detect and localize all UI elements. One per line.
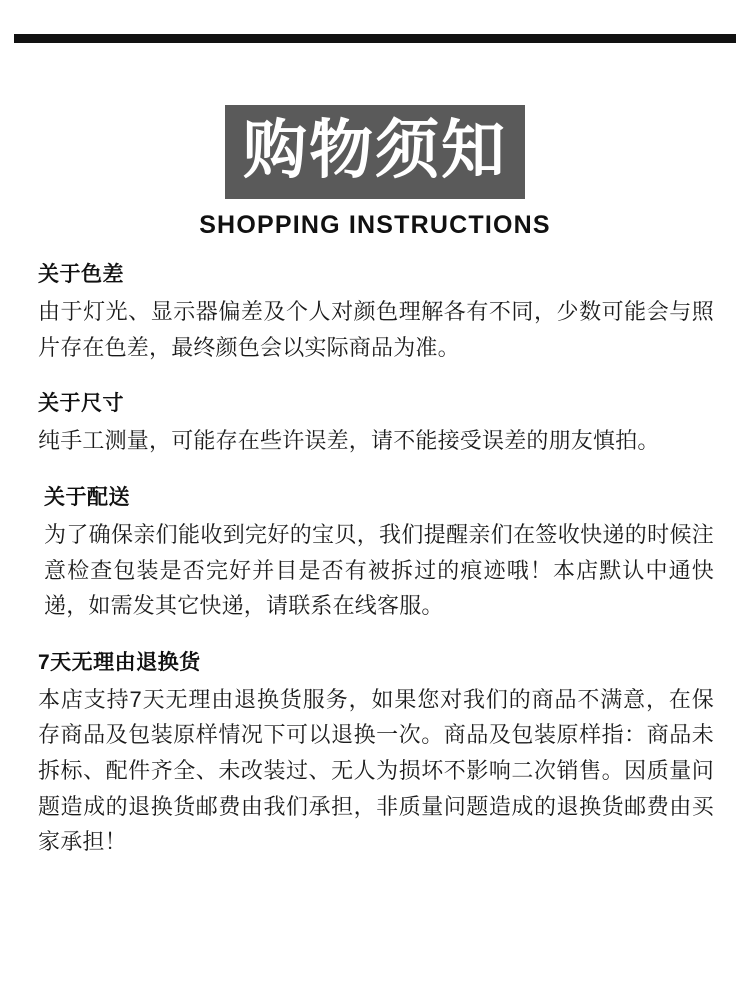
section-heading: 关于尺寸 [38, 392, 124, 416]
top-divider [14, 34, 736, 43]
section-color-difference [38, 258, 714, 365]
section-heading: 关于配送 [44, 485, 130, 509]
page-title-cn: 购物须知 [225, 105, 525, 199]
section-body: 由于灯光、显示器偏差及个人对颜色理解各有不同，少数可能会与照片存在色差，最终颜色会以实际商品为准。 [38, 299, 714, 360]
section-body: 为了确保亲们能收到完好的宝贝，我们提醒亲们在签收快递的时候注意检查包装是否完好并目是否有被拆过的痕迹哦！本店默认中通快递，如需发其它快递，请联系在线客服。 [44, 521, 714, 619]
title-block [0, 105, 750, 240]
section-body: 纯手工测量，可能存在些许误差，请不能接受误差的朋友慎拍。 [38, 428, 660, 454]
section-shipping [38, 481, 714, 624]
page-title-en: SHOPPING INSTRUCTIONS [199, 210, 551, 239]
section-return-policy [38, 646, 714, 860]
section-body: 本店支持7天无理由退换货服务，如果您对我们的商品不满意，在保存商品及包装原样情况下可以退换一次。商品及包装原样指：商品未拆标、配件齐全、未改装过、无人为损坏不影响二次销售。因质量问题造成的退换货邮费由我们承担，非质量问题造成的退换货邮费由买家承担！ [38, 686, 714, 855]
section-size [38, 387, 714, 459]
section-heading: 7天无理由退换货 [38, 650, 201, 674]
sections-container [38, 258, 714, 860]
section-heading: 关于色差 [38, 263, 124, 286]
